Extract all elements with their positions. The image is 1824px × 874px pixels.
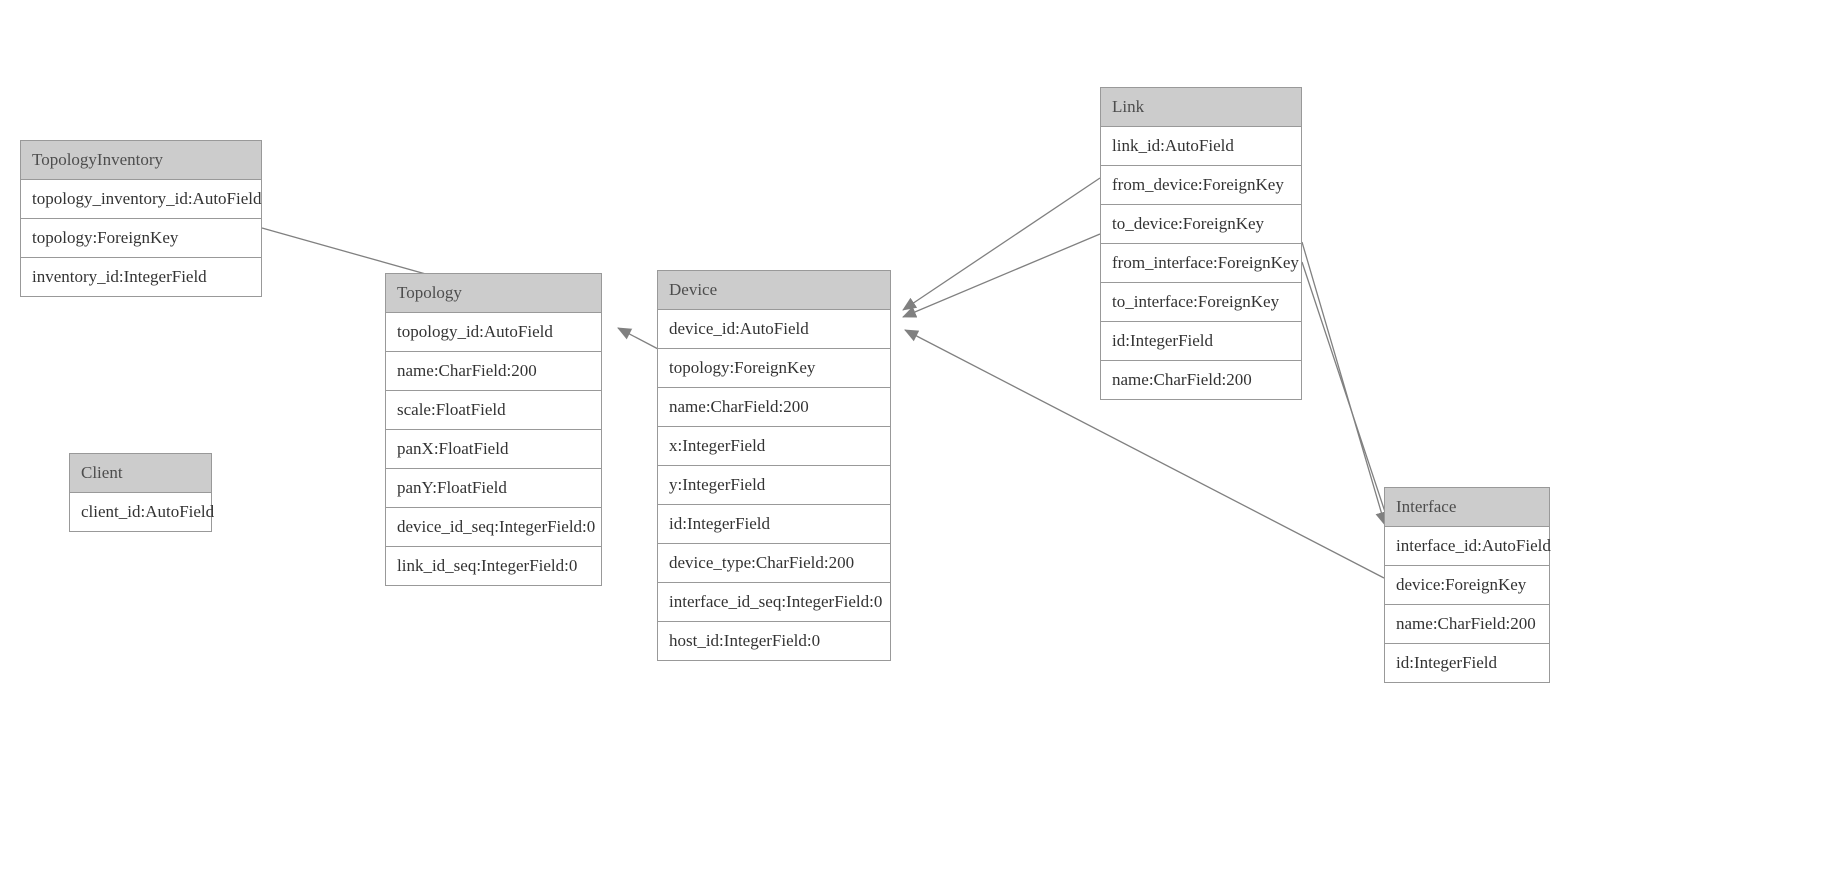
entity-field: scale:FloatField (386, 391, 601, 430)
entity-title: Device (658, 271, 890, 310)
entity-topology[interactable] (385, 273, 602, 586)
entity-field: id:IntegerField (1396, 653, 1498, 672)
entity-field: topology_inventory_id:AutoField (21, 180, 261, 219)
entity-field: link_id:AutoField (1101, 127, 1301, 166)
entity-field: name:CharField:200 (1112, 370, 1252, 389)
edge-link-to-interface (1302, 262, 1390, 527)
edge-link-to-device (903, 234, 1100, 317)
entity-topology-inventory[interactable] (20, 140, 262, 297)
entity-field: host_id:IntegerField:0 (669, 631, 821, 650)
entity-field: topology:ForeignKey (658, 349, 890, 388)
entity-field: interface_id:AutoField (1385, 527, 1549, 566)
entity-field: topology:ForeignKey (21, 219, 261, 258)
entity-title: Topology (386, 274, 601, 313)
entity-field: device:ForeignKey (1385, 566, 1549, 605)
entity-field: device_type:CharField:200 (658, 544, 890, 583)
entity-title: TopologyInventory (21, 141, 261, 180)
entity-field: from_device:ForeignKey (1101, 166, 1301, 205)
entity-title: Client (70, 454, 211, 493)
entity-title: Link (1101, 88, 1301, 127)
entity-field: y:IntegerField (658, 466, 890, 505)
entity-field: x:IntegerField (658, 427, 890, 466)
entity-field: name:CharField:200 (1385, 605, 1549, 644)
entity-field: id:IntegerField (1101, 322, 1301, 361)
entity-link[interactable] (1100, 87, 1302, 400)
entity-client[interactable] (69, 453, 215, 532)
entity-field: interface_id_seq:IntegerField:0 (658, 583, 890, 622)
entity-field: inventory_id:IntegerField (32, 267, 207, 286)
entity-field: panX:FloatField (386, 430, 601, 469)
entity-field: name:CharField:200 (386, 352, 601, 391)
entity-field: topology_id:AutoField (386, 313, 601, 352)
entity-device[interactable] (657, 270, 891, 661)
entity-field: link_id_seq:IntegerField:0 (397, 556, 578, 575)
entity-field: client_id:AutoField (81, 502, 215, 521)
entity-field: name:CharField:200 (658, 388, 890, 427)
entity-field: device_id:AutoField (658, 310, 890, 349)
entity-field: to_device:ForeignKey (1101, 205, 1301, 244)
entity-field: panY:FloatField (386, 469, 601, 508)
edge-link-from-interface (1302, 242, 1385, 525)
entity-field: device_id_seq:IntegerField:0 (386, 508, 601, 547)
entity-field: to_interface:ForeignKey (1101, 283, 1301, 322)
edge-device-topology (618, 328, 660, 350)
entity-interface[interactable] (1384, 487, 1550, 683)
entity-field: from_interface:ForeignKey (1101, 244, 1301, 283)
edge-link-from-device (903, 178, 1100, 310)
entity-field: id:IntegerField (658, 505, 890, 544)
entity-title: Interface (1385, 488, 1549, 527)
